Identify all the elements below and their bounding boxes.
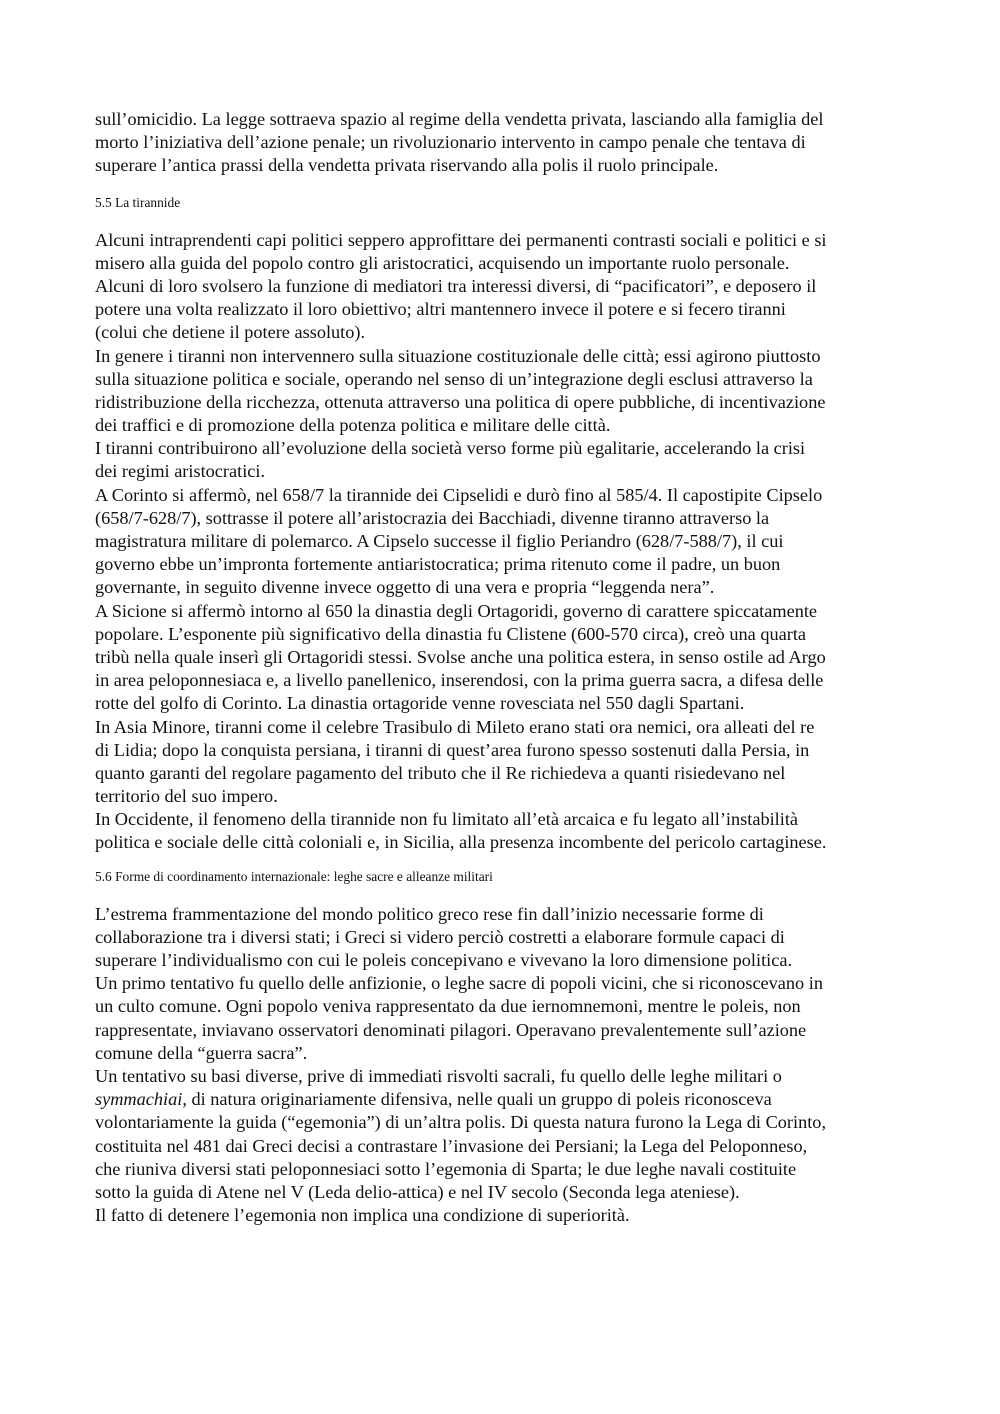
text-line: politica e sociale delle città coloniali e, in Sicilia, alla presenza incombente del pericolo cartaginese. bbox=[95, 832, 827, 853]
text-line: superare l’individualismo con cui le poleis concepivano e vivevano la loro dimensione politica. bbox=[95, 950, 793, 970]
text-line: Il fatto di detenere l’egemonia non implica una condizione di superiorità. bbox=[95, 1205, 630, 1226]
text-line: un culto comune. Ogni popolo veniva rappresentato da due iernomnemoni, mentre le poleis, non bbox=[95, 996, 801, 1017]
text-line: di Lidia; dopo la conquista persiana, i tiranni di quest’area furono spesso sostenuti dalla Persia, in bbox=[95, 739, 810, 760]
text-line: dei traffici e di promozione della potenza politica e militare delle città. bbox=[95, 415, 611, 436]
text-line: tribù nella quale inserì gli Ortagoridi stessi. Svolse anche una politica estera, in senso ostile ad Argo bbox=[95, 646, 826, 667]
text-line: costituita nel 481 dai Greci decisi a contrastare l’invasione dei Persiani; la Lega del Peloponneso, bbox=[95, 1135, 808, 1156]
text-line: rappresentate, inviavano osservatori denominati pilagori. Operavano prevalentemente sull’azione bbox=[95, 1019, 807, 1040]
text-line: che riuniva diversi stati peloponnesiaci sotto l’egemonia di Sparta; le due leghe navali costituite bbox=[95, 1158, 797, 1179]
text-line: (658/7-628/7), sottrasse il potere all’aristocrazia dei Bacchiadi, divenne tiranno attraverso la bbox=[95, 507, 770, 528]
text-line: volontariamente la guida (“egemonia”) di un’altra polis. Di questa natura furono la Lega di Corinto, bbox=[95, 1112, 827, 1133]
text-line: In Occidente, il fenomeno della tirannide non fu limitato all’età arcaica e fu legato all’instabilità bbox=[95, 809, 799, 830]
text-line: dei regimi aristocratici. bbox=[95, 461, 266, 482]
text-line: misero alla guida del popolo contro gli aristocratici, acquisendo un importante ruolo personale. bbox=[95, 252, 790, 273]
text-line: Alcuni intraprendenti capi politici seppero approfittare dei permanenti contrasti sociali e politici e si bbox=[95, 229, 827, 250]
text-line: comune della “guerra sacra”. bbox=[95, 1042, 308, 1063]
section-heading-coordinamento: 5.6 Forme di coordinamento internazionale: leghe sacre e alleanze militari bbox=[95, 868, 493, 884]
section-body-tirannide bbox=[95, 229, 915, 855]
text-line: ridistribuzione della ricchezza, ottenuta attraverso una politica di opere pubbliche, di incentivazione bbox=[95, 391, 826, 412]
text-line: magistratura militare di polemarco. A Cipselo successe il figlio Periandro (628/7-588/7), il cui bbox=[95, 531, 784, 551]
text-line: governante, in seguito divenne invece oggetto di una vera e propria “leggenda nera”. bbox=[95, 577, 715, 598]
text-line: In genere i tiranni non intervennero sulla situazione costituzionale delle città; essi agirono piuttosto bbox=[95, 345, 821, 366]
text-line: Alcuni di loro svolsero la funzione di mediatori tra interessi diversi, di “pacificatori”, e deposero il bbox=[95, 275, 817, 296]
section-heading-tirannide: 5.5 La tirannide bbox=[95, 194, 181, 210]
text-line: L’estrema frammentazione del mondo politico greco rese fin dall’inizio necessarie forme di bbox=[95, 903, 764, 924]
text-line: A Corinto si affermò, nel 658/7 la tirannide dei Cipselidi e durò fino al 585/4. Il capostipite Cipselo bbox=[95, 484, 823, 505]
text-line: collaborazione tra i diversi stati; i Greci si videro perciò costretti a elaborare formule capaci di bbox=[95, 926, 785, 947]
text-line-mixed bbox=[95, 1088, 915, 1111]
text-line: territorio del suo impero. bbox=[95, 786, 278, 807]
text-line: governo ebbe un’impronta fortemente antiaristocratica; prima ritenuto come il padre, un buon bbox=[95, 554, 781, 575]
text-line: sulla situazione politica e sociale, operando nel senso di un’integrazione degli esclusi attraverso la bbox=[95, 368, 813, 389]
document-page bbox=[95, 108, 915, 1227]
italic-term: symmachiai bbox=[95, 1089, 183, 1110]
text-line: in area peloponnesiaca e, a livello panellenico, inserendosi, con la prima guerra sacra, a difesa delle bbox=[95, 670, 824, 691]
text-line: In Asia Minore, tiranni come il celebre Trasibulo di Mileto erano stati ora nemici, ora alleati del re bbox=[95, 716, 815, 737]
text-line: superare l’antica prassi della vendetta privata riservando alla polis il ruolo principale. bbox=[95, 155, 719, 176]
text-line: sotto la guida di Atene nel V (Leda delio-attica) e nel IV secolo (Seconda lega ateniese). bbox=[95, 1181, 740, 1202]
text-line: I tiranni contribuirono all’evoluzione della società verso forme più egalitarie, accelerando la crisi bbox=[95, 438, 806, 459]
text-line: potere una volta realizzato il loro obiettivo; altri mantennero invece il potere e si fecero tiranni bbox=[95, 299, 786, 320]
text-fragment: , di natura originariamente difensiva, nelle quali un gruppo di poleis riconosceva bbox=[182, 1089, 772, 1110]
text-line: rotte del golfo di Corinto. La dinastia ortagoride venne rovesciata nel 550 dagli Spartani. bbox=[95, 693, 745, 714]
text-line: Un primo tentativo fu quello delle anfizionie, o leghe sacre di popoli vicini, che si riconoscevano in bbox=[95, 973, 823, 994]
text-line: (colui che detiene il potere assoluto). bbox=[95, 322, 366, 343]
intro-paragraph bbox=[95, 108, 915, 178]
text-line: A Sicione si affermò intorno al 650 la dinastia degli Ortagoridi, governo di carattere spiccatamente bbox=[95, 600, 818, 621]
text-line: morto l’iniziativa dell’azione penale; un rivoluzionario intervento in campo penale che tentava di bbox=[95, 132, 806, 153]
text-line: quanto garanti del regolare pagamento del tributo che il Re richiedeva a quanti risiedevano nel bbox=[95, 762, 786, 783]
section-body-coordinamento bbox=[95, 903, 915, 1228]
text-line: Un tentativo su basi diverse, prive di immediati risvolti sacrali, fu quello delle leghe militari o bbox=[95, 1065, 782, 1086]
text-line: popolare. L’esponente più significativo della dinastia fu Clistene (600-570 circa), creò una quarta bbox=[95, 623, 807, 644]
text-line: sull’omicidio. La legge sottraeva spazio al regime della vendetta privata, lasciando alla famiglia del bbox=[95, 109, 824, 129]
